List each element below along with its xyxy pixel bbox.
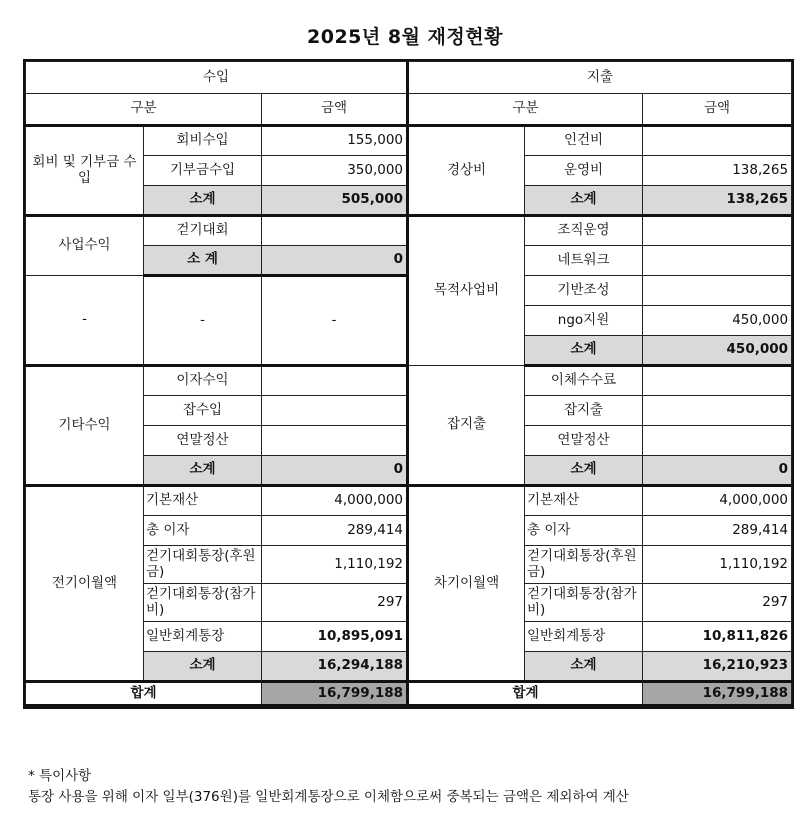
expense-subtotal-label: 소계	[525, 336, 643, 366]
income-category-header: 구분	[26, 94, 262, 126]
expense-item-amount	[643, 426, 792, 456]
expense-item-amount: 138,265	[643, 156, 792, 186]
income-item-amount	[262, 216, 408, 246]
income-subtotal-amount: 0	[262, 246, 408, 276]
income-item-label: 연말정산	[144, 426, 262, 456]
expense-item-amount: 289,414	[643, 516, 792, 546]
expense-item-label: 걷기대회통장(후원금)	[525, 546, 643, 584]
expense-item-amount: 1,110,192	[643, 546, 792, 584]
expense-item-amount	[643, 126, 792, 156]
expense-item-amount	[643, 246, 792, 276]
income-item-amount: 350,000	[262, 156, 408, 186]
expense-group-operating: 경상비	[408, 126, 525, 216]
expense-header: 지출	[408, 62, 792, 94]
income-item-label: 이자수익	[144, 366, 262, 396]
table-row	[26, 486, 792, 516]
income-subtotal-amount: 505,000	[262, 186, 408, 216]
income-amount-header: 금액	[262, 94, 408, 126]
income-item-amount	[262, 426, 408, 456]
income-item-label: 걷기대회	[144, 216, 262, 246]
table-row	[26, 126, 792, 156]
income-subtotal-label: 소 계	[144, 246, 262, 276]
expense-group-misc: 잡지출	[408, 366, 525, 486]
page-title: 2025년 8월 재정현황	[307, 26, 503, 48]
income-item-label: 회비수입	[144, 126, 262, 156]
table-row	[26, 366, 792, 396]
income-item-amount	[262, 396, 408, 426]
income-blank-label: -	[144, 276, 262, 366]
income-item-label: 걷기대회통장(후원금)	[144, 546, 262, 584]
income-total-amount: 16,799,188	[262, 682, 408, 706]
income-subtotal-amount: 0	[262, 456, 408, 486]
expense-group-purpose: 목적사업비	[408, 216, 525, 366]
income-item-amount: 297	[262, 584, 408, 622]
expense-item-amount	[643, 276, 792, 306]
notes	[28, 766, 629, 808]
income-item-label: 기본재산	[144, 486, 262, 516]
expense-item-amount: 10,811,826	[643, 622, 792, 652]
expense-group-carryover: 차기이월액	[408, 486, 525, 682]
expense-subtotal-amount: 138,265	[643, 186, 792, 216]
income-group-carryover: 전기이월액	[26, 486, 144, 682]
income-item-label: 총 이자	[144, 516, 262, 546]
expense-item-label: 이체수수료	[525, 366, 643, 396]
expense-item-label: 걷기대회통장(참가비)	[525, 584, 643, 622]
income-group-membership: 회비 및 기부금 수입	[26, 126, 144, 216]
expense-item-amount	[643, 216, 792, 246]
total-row	[26, 682, 792, 706]
income-total-label: 합계	[26, 682, 262, 706]
header-row	[26, 62, 792, 94]
table-row	[26, 216, 792, 246]
notes-text: 통장 사용을 위해 이자 일부(376원)를 일반회계통장으로 이체함으로써 중복되는 금액은 제외하여 계산	[28, 789, 629, 805]
expense-item-label: 조직운영	[525, 216, 643, 246]
income-item-amount: 155,000	[262, 126, 408, 156]
income-item-label: 걷기대회통장(참가비)	[144, 584, 262, 622]
finance-table	[25, 61, 792, 707]
subheader-row	[26, 94, 792, 126]
expense-subtotal-label: 소계	[525, 652, 643, 682]
expense-item-amount: 450,000	[643, 306, 792, 336]
expense-item-label: 운영비	[525, 156, 643, 186]
income-item-amount: 4,000,000	[262, 486, 408, 516]
expense-subtotal-label: 소계	[525, 186, 643, 216]
income-subtotal-amount: 16,294,188	[262, 652, 408, 682]
expense-item-amount	[643, 396, 792, 426]
expense-subtotal-amount: 0	[643, 456, 792, 486]
expense-item-label: 일반회계통장	[525, 622, 643, 652]
income-item-amount	[262, 366, 408, 396]
income-item-label: 기부금수입	[144, 156, 262, 186]
income-subtotal-label: 소계	[144, 186, 262, 216]
income-blank-amount: -	[262, 276, 408, 366]
income-group-other: 기타수익	[26, 366, 144, 486]
income-subtotal-label: 소계	[144, 456, 262, 486]
expense-item-amount: 4,000,000	[643, 486, 792, 516]
expense-item-label: 네트워크	[525, 246, 643, 276]
expense-subtotal-amount: 16,210,923	[643, 652, 792, 682]
expense-item-label: 인건비	[525, 126, 643, 156]
expense-item-label: 기본재산	[525, 486, 643, 516]
expense-total-amount: 16,799,188	[643, 682, 792, 706]
expense-item-label: 총 이자	[525, 516, 643, 546]
income-blank-group: -	[26, 276, 144, 366]
expense-item-label: 잡지출	[525, 396, 643, 426]
expense-total-label: 합계	[408, 682, 643, 706]
expense-category-header: 구분	[408, 94, 643, 126]
income-item-amount: 10,895,091	[262, 622, 408, 652]
income-item-amount: 1,110,192	[262, 546, 408, 584]
expense-item-label: ngo지원	[525, 306, 643, 336]
notes-heading: * 특이사항	[28, 768, 92, 784]
expense-item-label: 연말정산	[525, 426, 643, 456]
income-item-amount: 289,414	[262, 516, 408, 546]
income-item-label: 일반회계통장	[144, 622, 262, 652]
expense-amount-header: 금액	[643, 94, 792, 126]
expense-item-label: 기반조성	[525, 276, 643, 306]
income-item-label: 잡수입	[144, 396, 262, 426]
expense-item-amount	[643, 366, 792, 396]
income-subtotal-label: 소계	[144, 652, 262, 682]
expense-subtotal-label: 소계	[525, 456, 643, 486]
income-group-business: 사업수익	[26, 216, 144, 276]
expense-item-amount: 297	[643, 584, 792, 622]
expense-subtotal-amount: 450,000	[643, 336, 792, 366]
income-header: 수입	[26, 62, 408, 94]
